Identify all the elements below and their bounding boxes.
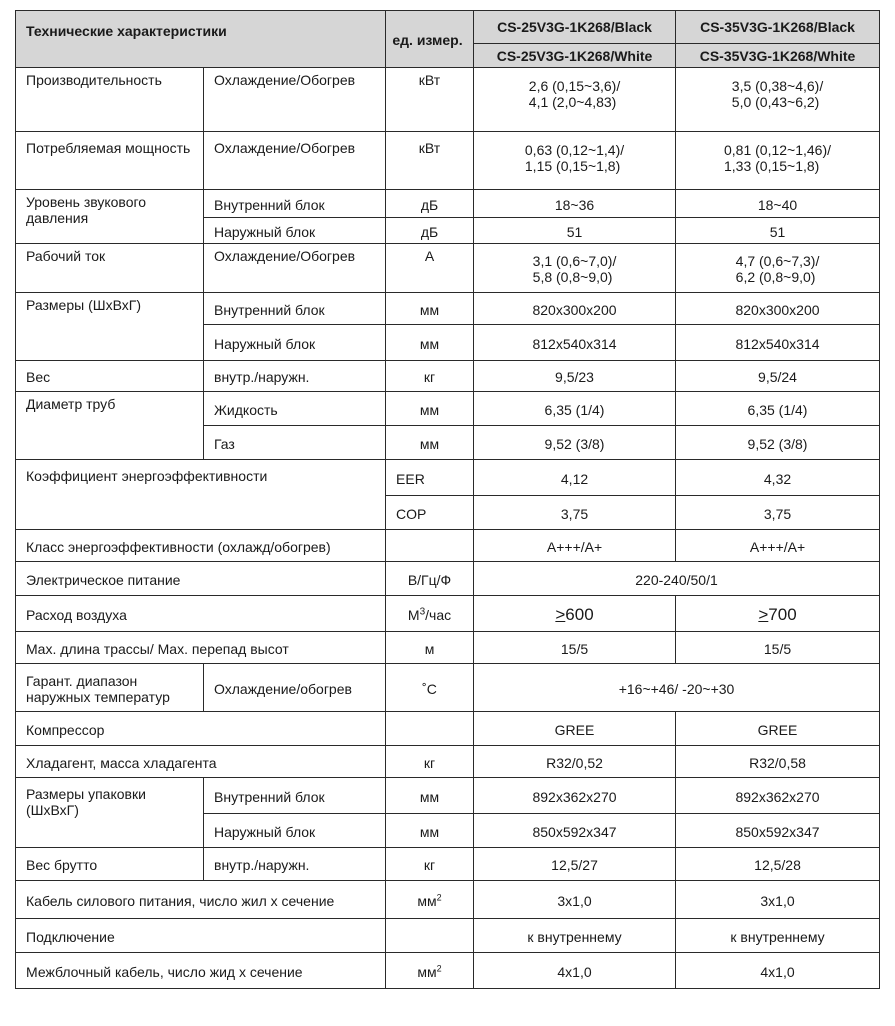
model2-black-header: CS-35V3G-1K268/Black — [676, 11, 880, 44]
unit-text: мм — [417, 963, 437, 980]
table-row — [16, 244, 880, 293]
table-row — [16, 848, 880, 881]
value-cell: 3,75 — [474, 496, 676, 530]
param-label: Max. длина трассы/ Max. перепад высот — [16, 632, 386, 664]
unit-cell: дБ — [386, 218, 474, 244]
table-row — [16, 190, 880, 218]
table-row — [16, 746, 880, 778]
param-label: Вес — [16, 361, 204, 392]
unit-cell: ˚C — [386, 664, 474, 712]
unit-cell: мм — [386, 814, 474, 848]
sub-label: Наружный блок — [204, 814, 386, 848]
value-cell: A+++/A+ — [474, 530, 676, 562]
value-cell — [676, 132, 880, 190]
unit-cell: кг — [386, 746, 474, 778]
value-cell: 4,12 — [474, 460, 676, 496]
unit-cell: мм — [386, 325, 474, 361]
unit-cell — [386, 881, 474, 919]
value-cell: 220-240/50/1 — [474, 562, 880, 596]
model2-white-header: CS-35V3G-1K268/White — [676, 44, 880, 68]
sub-label: Внутренний блок — [204, 293, 386, 325]
table-row — [16, 919, 880, 953]
unit-cell — [386, 596, 474, 632]
table-row — [16, 881, 880, 919]
value-cell: 3x1,0 — [676, 881, 880, 919]
value-cell: 18~36 — [474, 190, 676, 218]
unit-cell: COP — [386, 496, 474, 530]
value-cell: R32/0,52 — [474, 746, 676, 778]
value-number: 600 — [565, 604, 594, 624]
unit-cell: кг — [386, 848, 474, 881]
param-label: Класс энергоэффективности (охлажд/обогрев) — [16, 530, 386, 562]
header-row-1 — [16, 11, 880, 44]
param-label: Электрическое питание — [16, 562, 386, 596]
model1-black-header: CS-25V3G-1K268/Black — [474, 11, 676, 44]
value-cell: 15/5 — [676, 632, 880, 664]
value-cell: R32/0,58 — [676, 746, 880, 778]
sub-label: Газ — [204, 426, 386, 460]
value-line: 5,8 (0,8~9,0) — [532, 269, 613, 285]
sub-label: внутр./наружн. — [204, 848, 386, 881]
value-cell — [676, 244, 880, 293]
param-label: Хладагент, масса хладагента — [16, 746, 386, 778]
value-cell: 850x592x347 — [676, 814, 880, 848]
value-cell: 820x300x200 — [474, 293, 676, 325]
value-cell — [676, 68, 880, 132]
sub-label: Наружный блок — [204, 218, 386, 244]
value-line: 3,1 (0,6~7,0)/ — [532, 253, 617, 269]
value-cell: 12,5/27 — [474, 848, 676, 881]
unit-cell: А — [386, 244, 474, 293]
unit-cell: мм — [386, 392, 474, 426]
unit-cell: мм — [386, 426, 474, 460]
sub-label: Охлаждение/Обогрев — [204, 68, 386, 132]
unit-cell: EER — [386, 460, 474, 496]
value-line: 0,63 (0,12~1,4)/ — [524, 142, 625, 158]
value-line: 1,15 (0,15~1,8) — [524, 158, 621, 174]
value-cell: 3x1,0 — [474, 881, 676, 919]
param-label: Подключение — [16, 919, 386, 953]
value-cell: 9,52 (3/8) — [676, 426, 880, 460]
value-cell: 6,35 (1/4) — [676, 392, 880, 426]
unit-text: /час — [425, 606, 452, 623]
param-label: Размеры упаковки (ШхВхГ) — [16, 778, 204, 848]
unit-text: мм — [417, 892, 437, 909]
table-row — [16, 460, 880, 496]
value-cell — [474, 596, 676, 632]
value-cell: 820x300x200 — [676, 293, 880, 325]
value-cell: 9,52 (3/8) — [474, 426, 676, 460]
param-label: Компрессор — [16, 712, 386, 746]
param-label: Потребляемая мощность — [16, 132, 204, 190]
table-row — [16, 68, 880, 132]
value-cell: 9,5/24 — [676, 361, 880, 392]
value-line: 4,1 (2,0~4,83) — [528, 94, 617, 110]
table-row — [16, 712, 880, 746]
unit-cell: мм — [386, 293, 474, 325]
param-label: Вес брутто — [16, 848, 204, 881]
value-cell: GREE — [676, 712, 880, 746]
unit-cell: кВт — [386, 68, 474, 132]
unit-cell — [386, 712, 474, 746]
value-line: 4,7 (0,6~7,3)/ — [735, 253, 820, 269]
value-cell — [474, 132, 676, 190]
value-line: 0,81 (0,12~1,46)/ — [724, 142, 832, 158]
sub-label: Жидкость — [204, 392, 386, 426]
value-cell: 12,5/28 — [676, 848, 880, 881]
unit-superscript: 2 — [436, 891, 442, 902]
sub-label: внутр./наружн. — [204, 361, 386, 392]
value-cell: к внутреннему — [474, 919, 676, 953]
table-row — [16, 530, 880, 562]
unit-cell: В/Гц/Ф — [386, 562, 474, 596]
value-cell: 51 — [474, 218, 676, 244]
value-cell: 4x1,0 — [474, 953, 676, 989]
spec-table — [15, 10, 880, 989]
ge-sign: > — [758, 604, 769, 624]
value-cell: 51 — [676, 218, 880, 244]
table-row — [16, 132, 880, 190]
value-cell: 18~40 — [676, 190, 880, 218]
table-row — [16, 361, 880, 392]
unit-cell — [386, 919, 474, 953]
value-cell: 850x592x347 — [474, 814, 676, 848]
table-row — [16, 778, 880, 814]
unit-cell: дБ — [386, 190, 474, 218]
param-label: Гарант. диапазон наружных температур — [16, 664, 204, 712]
value-cell — [676, 596, 880, 632]
param-label: Расход воздуха — [16, 596, 386, 632]
unit-text: М — [407, 606, 420, 623]
param-label: Межблочный кабель, число жид х сечение — [16, 953, 386, 989]
sub-label: Внутренний блок — [204, 190, 386, 218]
value-cell: 892x362x270 — [676, 778, 880, 814]
table-row — [16, 664, 880, 712]
param-label: Размеры (ШхВхГ) — [16, 293, 204, 361]
value-cell: 4,32 — [676, 460, 880, 496]
value-cell: 15/5 — [474, 632, 676, 664]
unit-cell — [386, 530, 474, 562]
unit-column-header: ед. измер. — [386, 11, 474, 68]
unit-cell — [386, 953, 474, 989]
param-label: Производительность — [16, 68, 204, 132]
param-label: Коэффициент энергоэффективности — [16, 460, 386, 530]
table-row — [16, 562, 880, 596]
value-cell: к внутреннему — [676, 919, 880, 953]
table-row — [16, 632, 880, 664]
param-label: Кабель силового питания, число жил х сечение — [16, 881, 386, 919]
sub-label: Охлаждение/обогрев — [204, 664, 386, 712]
value-cell: 6,35 (1/4) — [474, 392, 676, 426]
ge-sign: > — [555, 604, 566, 624]
value-cell: 892x362x270 — [474, 778, 676, 814]
param-label: Диаметр труб — [16, 392, 204, 460]
unit-cell: кг — [386, 361, 474, 392]
value-cell: 812x540x314 — [676, 325, 880, 361]
value-cell: GREE — [474, 712, 676, 746]
model1-white-header: CS-25V3G-1K268/White — [474, 44, 676, 68]
unit-cell: кВт — [386, 132, 474, 190]
value-cell: 4x1,0 — [676, 953, 880, 989]
unit-cell: мм — [386, 778, 474, 814]
value-line: 6,2 (0,8~9,0) — [735, 269, 816, 285]
value-cell — [474, 68, 676, 132]
param-label: Уровень звукового давления — [16, 190, 204, 244]
sub-label: Охлаждение/Обогрев — [204, 132, 386, 190]
table-row — [16, 392, 880, 426]
table-row — [16, 953, 880, 989]
sub-label: Наружный блок — [204, 325, 386, 361]
value-cell: A+++/A+ — [676, 530, 880, 562]
sub-label: Охлаждение/Обогрев — [204, 244, 386, 293]
unit-superscript: 2 — [436, 962, 442, 973]
value-cell: 9,5/23 — [474, 361, 676, 392]
value-line: 5,0 (0,43~6,2) — [731, 94, 820, 110]
unit-superscript: 3 — [419, 605, 426, 617]
value-cell: 3,75 — [676, 496, 880, 530]
value-line: 2,6 (0,15~3,6)/ — [528, 78, 621, 94]
value-cell: +16~+46/ -20~+30 — [474, 664, 880, 712]
value-cell: 812x540x314 — [474, 325, 676, 361]
value-cell — [474, 244, 676, 293]
value-number: 700 — [768, 604, 797, 624]
value-line: 1,33 (0,15~1,8) — [724, 158, 820, 174]
unit-cell: м — [386, 632, 474, 664]
sub-label: Внутренний блок — [204, 778, 386, 814]
table-row — [16, 293, 880, 325]
value-line: 3,5 (0,38~4,6)/ — [731, 78, 824, 94]
table-row — [16, 596, 880, 632]
param-label: Рабочий ток — [16, 244, 204, 293]
table-title: Технические характеристики — [16, 11, 386, 68]
